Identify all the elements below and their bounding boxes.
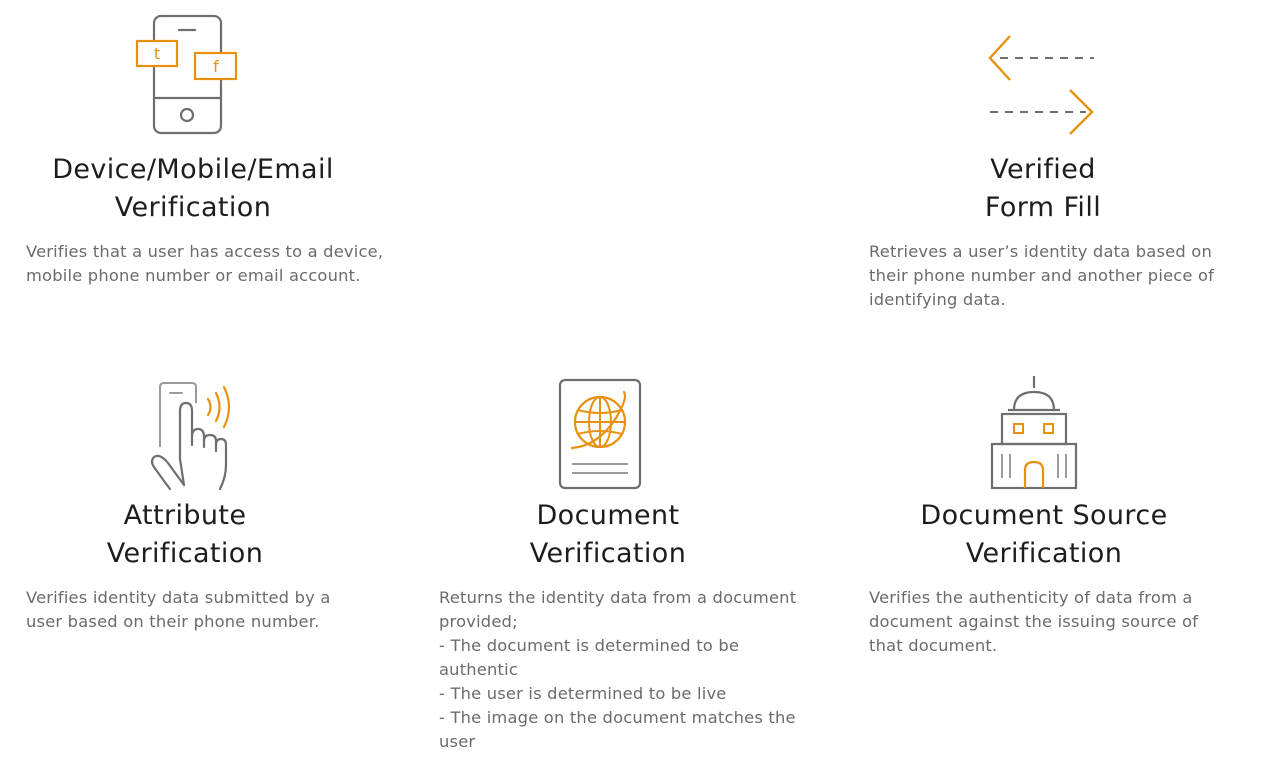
form-fill-title: [903, 151, 1183, 227]
desc-line: user: [439, 732, 476, 751]
title-line: Form Fill: [984, 192, 1102, 223]
desc-line: provided;: [439, 612, 518, 631]
exchange-arrows-icon: [986, 34, 1098, 138]
title-line: Verification: [529, 538, 687, 569]
desc-line: identifying data.: [869, 290, 1006, 309]
title-line: Attribute: [123, 500, 247, 531]
desc-line: Returns the identity data from a document: [439, 588, 797, 607]
attribute-verification-title: [35, 497, 335, 573]
desc-line: - The user is determined to be live: [439, 684, 727, 703]
desc-line: Verifies identity data submitted by a: [26, 588, 331, 607]
attribute-verification-description: [26, 586, 331, 634]
desc-line: Verifies the authenticity of data from a: [869, 588, 1193, 607]
device-verification-description: [26, 240, 383, 288]
facebook-badge-letter: f: [213, 57, 219, 76]
desc-line: - The document is determined to be: [439, 636, 740, 655]
desc-line: document against the issuing source of: [869, 612, 1199, 631]
document-verification-title: [458, 497, 758, 573]
document-source-verification-title: [884, 497, 1204, 573]
title-line: Verification: [106, 538, 264, 569]
desc-line: that document.: [869, 636, 998, 655]
desc-line: - The image on the document matches the: [439, 708, 796, 727]
government-building-icon: [988, 374, 1080, 492]
twitter-badge-letter: t: [153, 44, 161, 63]
document-verification-description: [439, 586, 796, 754]
device-verification-title: [23, 151, 363, 227]
desc-line: their phone number and another piece of: [869, 266, 1215, 285]
passport-icon: [558, 378, 644, 492]
title-line: Document: [536, 500, 680, 531]
title-line: Document Source: [920, 500, 1168, 531]
title-line: Verification: [965, 538, 1123, 569]
title-line: Verified: [990, 154, 1096, 185]
form-fill-description: [869, 240, 1214, 312]
desc-line: authentic: [439, 660, 518, 679]
title-line: Verification: [114, 192, 272, 223]
document-source-verification-description: [869, 586, 1198, 658]
desc-line: Retrieves a user’s identity data based on: [869, 242, 1212, 261]
touch-phone-icon: [146, 381, 242, 493]
desc-line: Verifies that a user has access to a device,: [26, 242, 384, 261]
desc-line: user based on their phone number.: [26, 612, 320, 631]
desc-line: mobile phone number or email account.: [26, 266, 361, 285]
title-line: Device/Mobile/Email: [52, 154, 334, 185]
phone-social-icon: [134, 14, 244, 138]
